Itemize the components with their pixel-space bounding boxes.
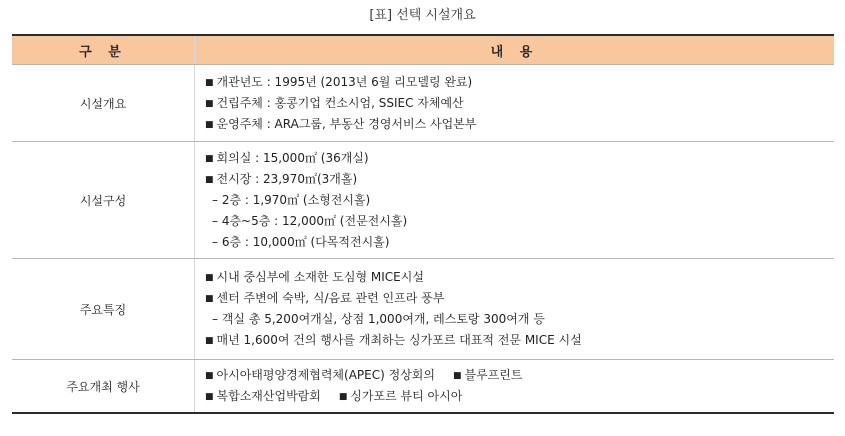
- row-category: 시설구성: [12, 142, 195, 259]
- row-category: 주요개최 행사: [12, 360, 195, 414]
- row-content: [195, 65, 835, 142]
- header-category: 구 분: [12, 35, 195, 65]
- row-content: [195, 142, 835, 259]
- list-item: ■ 전시장 : 23,970㎡(3개홀): [205, 171, 358, 186]
- square-bullet-icon: ■: [452, 371, 462, 381]
- list-item: ■ 아시아태평양경제협력체(APEC) 정상회의 ■ 블루프린트: [205, 368, 523, 382]
- row-category: 주요특징: [12, 259, 195, 360]
- table-header-row: [12, 35, 834, 65]
- square-bullet-icon: ■: [205, 273, 214, 283]
- square-bullet-icon: ■: [205, 294, 214, 304]
- row-category: 시설개요: [12, 65, 195, 142]
- list-item: ■ 회의실 : 15,000㎡ (36개실): [205, 150, 369, 165]
- header-content: 내 용: [195, 35, 835, 65]
- square-bullet-icon: ■: [205, 119, 214, 130]
- sub-list-item: – 2층 : 1,970㎡ (소형전시홀): [212, 192, 371, 207]
- list-item: ■ 운영주체 : ARA그룹, 부동산 경영서비스 사업본부: [205, 116, 477, 131]
- table-row-major-events: [12, 360, 834, 414]
- facility-overview-table: [12, 34, 834, 414]
- square-bullet-icon: ■: [205, 77, 214, 88]
- sub-list-item: – 4층~5층 : 12,000㎡ (전문전시홀): [212, 213, 408, 228]
- row-content: [195, 259, 835, 360]
- list-item: ■ 매년 1,600여 건의 행사를 개최하는 싱가포르 대표적 전문 MICE 시설: [205, 333, 582, 347]
- list-item: ■ 개관년도 : 1995년 (2013년 6월 리모델링 완료): [205, 74, 473, 89]
- sub-list-item: – 객실 총 5,200여개실, 상점 1,000여개, 레스토랑 300여개 등: [212, 312, 545, 326]
- square-bullet-icon: ■: [205, 98, 214, 109]
- list-item: ■ 건립주체 : 홍콩기업 컨소시엄, SSIEC 자체예산: [205, 95, 464, 110]
- table-row-key-features: [12, 259, 834, 360]
- square-bullet-icon: ■: [338, 392, 348, 402]
- table-caption: [표] 선텍 시설개요: [369, 8, 476, 23]
- table-row-facility-overview: [12, 65, 834, 142]
- list-item: ■ 시내 중심부에 소재한 도심형 MICE시설: [205, 270, 424, 284]
- table-row-facility-composition: [12, 142, 834, 259]
- sub-list-item: – 6층 : 10,000㎡ (다목적전시홀): [212, 234, 390, 249]
- square-bullet-icon: ■: [205, 371, 214, 381]
- row-content: [195, 360, 835, 414]
- square-bullet-icon: ■: [205, 174, 214, 185]
- square-bullet-icon: ■: [205, 392, 214, 402]
- list-item: ■ 센터 주변에 숙박, 식/음료 관련 인프라 풍부: [205, 291, 445, 305]
- square-bullet-icon: ■: [205, 153, 214, 164]
- square-bullet-icon: ■: [205, 336, 214, 346]
- list-item: ■ 복합소재산업박람회 ■ 싱가포르 뷰티 아시아: [205, 389, 463, 403]
